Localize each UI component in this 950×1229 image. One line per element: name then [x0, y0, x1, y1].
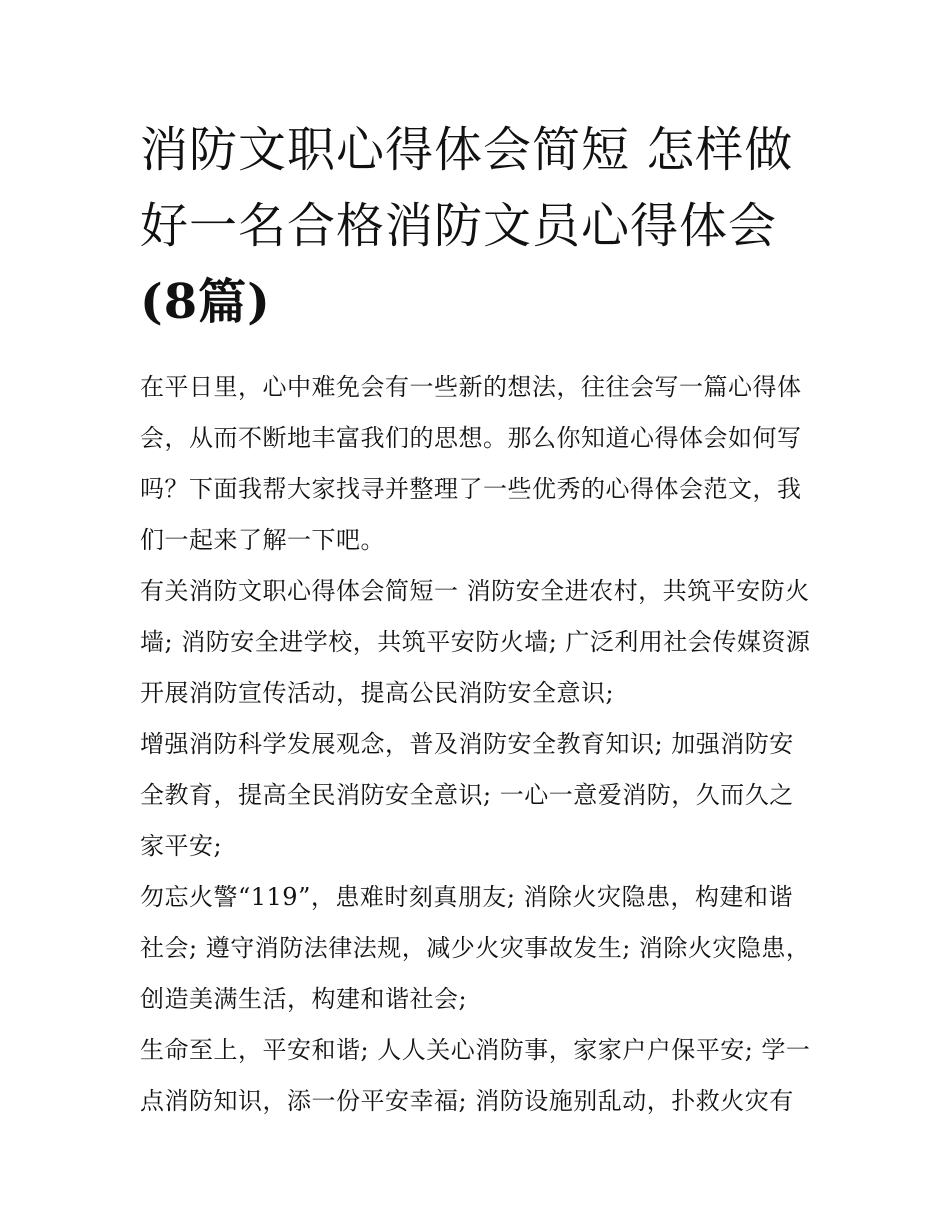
document-body — [140, 362, 815, 1127]
document-title-count: (8篇) — [140, 274, 271, 330]
paragraph-slogans-2: 增强消防科学发展观念，普及消防安全教育知识; 加强消防安全教育，提高全民消防安全意识; 一心一意爱消防，久而久之家平安; — [140, 730, 794, 860]
paragraph-slogans-3: 勿忘火警“119”，患难时刻真朋友; 消除火灾隐患，构建和谐社会; 遵守消防法律法规，减少火灾事故发生; 消除火灾隐患，创造美满生活，构建和谐社会; — [140, 883, 811, 1013]
document-page — [140, 112, 815, 1127]
paragraph-slogans-4: 生命至上，平安和谐; 人人关心消防事，家家户户保平安; 学一点消防知识，添一份平安幸福; 消防设施别乱动，扑救火灾有 — [140, 1036, 811, 1115]
document-title — [140, 112, 815, 340]
paragraph-intro: 在平日里，心中难免会有一些新的想法，往往会写一篇心得体会，从而不断地丰富我们的思想。那么你知道心得体会如何写吗？下面我帮大家找寻并整理了一些优秀的心得体会范文，我们一起来了解一下吧。 — [140, 373, 802, 554]
document-title-main: 消防文职心得体会简短 怎样做好一名合格消防文员心得体会 — [140, 122, 794, 254]
paragraph-slogans-1: 有关消防文职心得体会简短一 消防安全进农村，共筑平安防火墙; 消防安全进学校，共筑平安防火墙; 广泛利用社会传媒资源开展消防宣传活动，提高公民消防安全意识; — [140, 577, 811, 707]
